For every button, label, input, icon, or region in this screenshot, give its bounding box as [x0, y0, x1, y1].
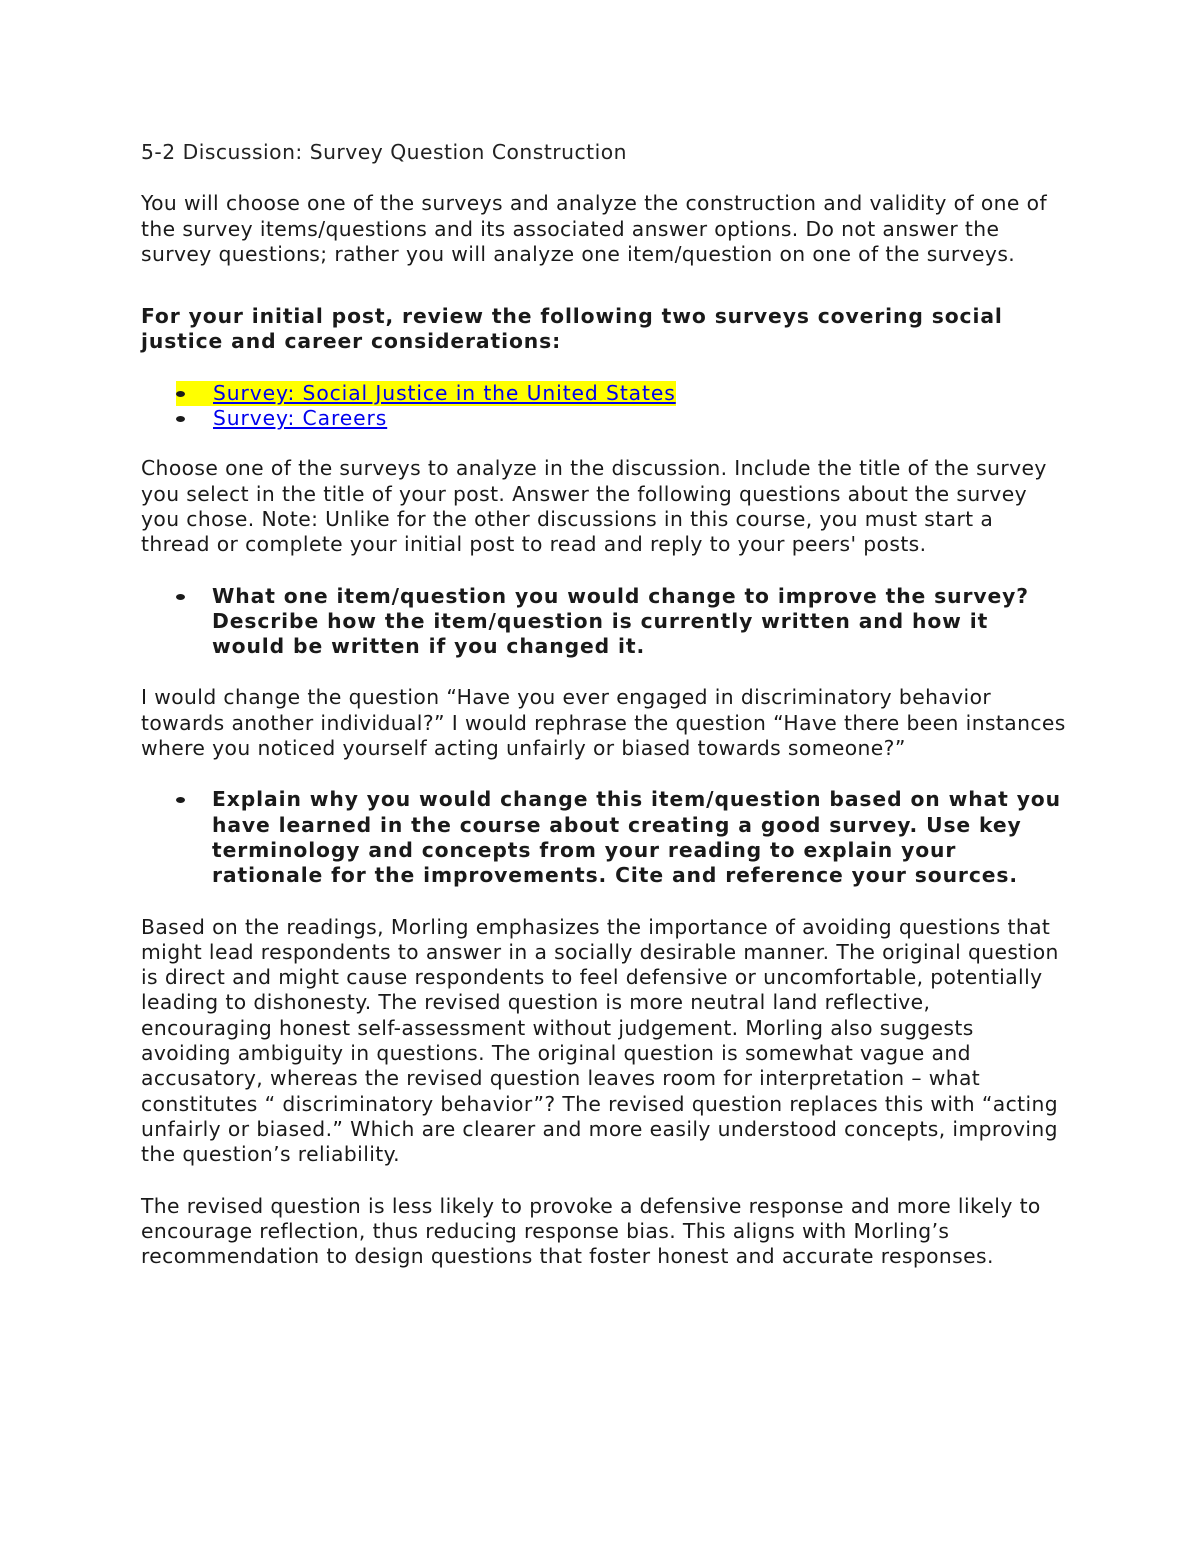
question-1: What one item/question you would change to improve the survey? Describe how the item/question is currently written and how it would be written if you changed it. [212, 583, 1029, 659]
answer-3-paragraph: The revised question is less likely to provoke a defensive response and more likely to encourage reflection, thus reducing response bias. This aligns with Morling’s recommendation to design questions that foster honest and accurate responses. [141, 1193, 1041, 1269]
bullet-icon [176, 797, 185, 803]
document-page [141, 140, 1066, 1269]
answer-1-paragraph: I would change the question “Have you ever engaged in discriminatory behavior towards another individual?” I would rephrase the question “Have there been instances where you noticed yourself acting unfairly or biased towards someone?” [141, 685, 1066, 761]
answer-2-paragraph: Based on the readings, Morling emphasizes the importance of avoiding questions that might lead respondents to answer in a socially desirable manner. The original question is direct and might cause respondents to feel defensive or uncomfortable, potentially leading to dishonesty. The revised question is more neutral land reflective, encouraging honest self-assessment without judgement. Morling also suggests avoiding ambiguity in questions. The original question is somewhat vague and accusatory, whereas the revised question leaves room for interpretation – what constitutes “ discriminatory behavior”? The revised question replaces this with “acting unfairly or biased.” Which are clearer and more easily understood concepts, improving the question’s reliability. [141, 914, 1059, 1167]
choose-paragraph: Choose one of the surveys to analyze in the discussion. Include the title of the survey you select in the title of your post. Answer the following questions about the survey you chose. Note: Unlike for the other discussions in this course, you must start a thread or complete your initial post to read and reply to your peers' posts. [141, 456, 1047, 557]
page-title: 5-2 Discussion: Survey Question Construction [141, 140, 627, 164]
bullet-icon [176, 594, 185, 600]
careers-survey-link[interactable]: Survey: Careers [213, 406, 388, 431]
question-list-1 [141, 584, 1066, 660]
list-item [176, 406, 1066, 431]
survey-link-list [141, 381, 1066, 432]
bullet-icon [176, 416, 185, 422]
list-item [141, 584, 1066, 660]
question-2: Explain why you would change this item/question based on what you have learned in the course about creating a good survey. Use key terminology and concepts from your reading to explain your rationale for the improvements. Cite and reference your sources. [212, 787, 1061, 888]
list-item [176, 381, 1066, 406]
bullet-icon [176, 391, 185, 397]
intro-paragraph: You will choose one of the surveys and analyze the construction and validity of one of the survey items/questions and its associated answer options. Do not answer the survey questions; rather you will analyze one item/question on one of the surveys. [141, 191, 1047, 266]
review-prompt: For your initial post, review the following two surveys covering social justice and career considerations: [141, 304, 1003, 354]
question-list-2 [141, 787, 1066, 888]
list-item [141, 787, 1066, 888]
social-justice-survey-link[interactable]: Survey: Social Justice in the United States [213, 380, 676, 405]
